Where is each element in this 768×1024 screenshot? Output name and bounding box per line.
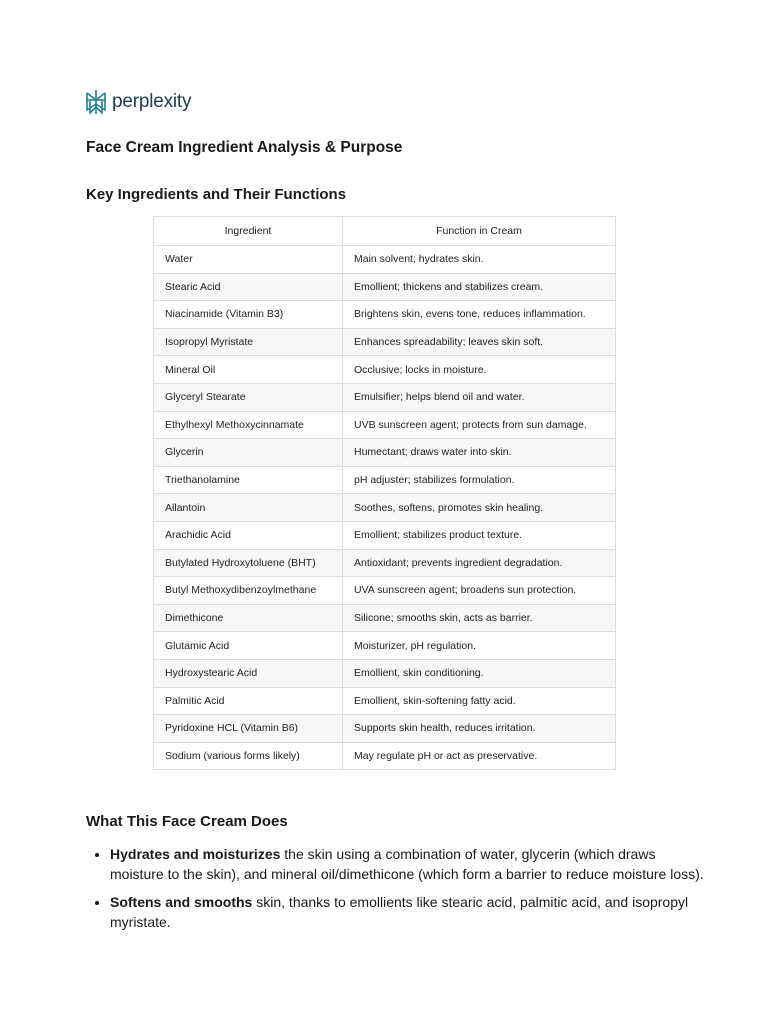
function-cell: May regulate pH or act as preservative. <box>343 742 616 770</box>
function-cell: Enhances spreadability; leaves skin soft. <box>343 328 616 356</box>
table-row <box>154 356 616 384</box>
ingredient-cell: Glyceryl Stearate <box>154 383 343 411</box>
bullet-text: the skin using a combination of water, glycerin (which draws moisture to the skin), and mineral oil/dimethicone (which form a barrier to reduce moisture loss). <box>110 846 704 882</box>
ingredient-cell: Butyl Methoxydibenzoylmethane <box>154 577 343 605</box>
table-row <box>154 439 616 467</box>
section-heading-ingredients: Key Ingredients and Their Functions <box>86 186 347 203</box>
page-title: Face Cream Ingredient Analysis & Purpose <box>86 139 403 156</box>
list-item <box>110 892 710 932</box>
ingredient-cell: Butylated Hydroxytoluene (BHT) <box>154 549 343 577</box>
function-cell: Antioxidant; prevents ingredient degradation. <box>343 549 616 577</box>
ingredient-cell: Mineral Oil <box>154 356 343 384</box>
function-cell: Emollient, skin-softening fatty acid. <box>343 687 616 715</box>
table-row <box>154 246 616 274</box>
function-cell: Moisturizer, pH regulation. <box>343 632 616 660</box>
ingredients-table <box>153 216 616 770</box>
function-cell: Emulsifier; helps blend oil and water. <box>343 383 616 411</box>
column-header-function: Function in Cream <box>343 217 616 246</box>
table-row <box>154 466 616 494</box>
table-row <box>154 742 616 770</box>
ingredient-cell: Palmitic Acid <box>154 687 343 715</box>
table-row <box>154 659 616 687</box>
section-heading-what-it-does: What This Face Cream Does <box>86 813 288 830</box>
ingredient-cell: Pyridoxine HCL (Vitamin B6) <box>154 715 343 743</box>
table-row <box>154 604 616 632</box>
ingredient-cell: Water <box>154 246 343 274</box>
table-row <box>154 715 616 743</box>
table-row <box>154 687 616 715</box>
brand-name: perplexity <box>112 91 192 112</box>
bullet-text: skin, thanks to emollients like stearic acid, palmitic acid, and isopropyl myristate. <box>110 894 689 930</box>
ingredient-cell: Glutamic Acid <box>154 632 343 660</box>
table-header-row <box>154 217 616 246</box>
function-cell: UVB sunscreen agent; protects from sun damage. <box>343 411 616 439</box>
ingredient-cell: Ethylhexyl Methoxycinnamate <box>154 411 343 439</box>
table-row <box>154 411 616 439</box>
ingredient-cell: Hydroxystearic Acid <box>154 659 343 687</box>
table-row <box>154 494 616 522</box>
table-row <box>154 632 616 660</box>
function-cell: Silicone; smooths skin, acts as barrier. <box>343 604 616 632</box>
table-row <box>154 577 616 605</box>
benefits-list <box>86 844 710 940</box>
ingredient-cell: Sodium (various forms likely) <box>154 742 343 770</box>
function-cell: Main solvent; hydrates skin. <box>343 246 616 274</box>
ingredient-cell: Niacinamide (Vitamin B3) <box>154 301 343 329</box>
table-row <box>154 273 616 301</box>
bullet-bold-lead: Softens and smooths <box>110 894 253 910</box>
ingredient-cell: Glycerin <box>154 439 343 467</box>
ingredient-cell: Isopropyl Myristate <box>154 328 343 356</box>
table-body <box>154 246 616 770</box>
ingredient-cell: Dimethicone <box>154 604 343 632</box>
function-cell: Emollient; thickens and stabilizes cream. <box>343 273 616 301</box>
perplexity-logo-icon <box>85 89 107 115</box>
function-cell: Soothes, softens, promotes skin healing. <box>343 494 616 522</box>
table-row <box>154 549 616 577</box>
bullet-bold-lead: Hydrates and moisturizes <box>110 846 281 862</box>
ingredient-cell: Allantoin <box>154 494 343 522</box>
ingredient-cell: Arachidic Acid <box>154 521 343 549</box>
function-cell: UVA sunscreen agent; broadens sun protection. <box>343 577 616 605</box>
function-cell: Brightens skin, evens tone, reduces inflammation. <box>343 301 616 329</box>
function-cell: pH adjuster; stabilizes formulation. <box>343 466 616 494</box>
function-cell: Emollient; stabilizes product texture. <box>343 521 616 549</box>
function-cell: Humectant; draws water into skin. <box>343 439 616 467</box>
table-row <box>154 328 616 356</box>
table-row <box>154 301 616 329</box>
function-cell: Emollient, skin conditioning. <box>343 659 616 687</box>
function-cell: Occlusive; locks in moisture. <box>343 356 616 384</box>
ingredient-cell: Triethanolamine <box>154 466 343 494</box>
function-cell: Supports skin health, reduces irritation. <box>343 715 616 743</box>
brand-logo <box>85 89 191 115</box>
ingredient-cell: Stearic Acid <box>154 273 343 301</box>
list-item <box>110 844 710 884</box>
column-header-ingredient: Ingredient <box>154 217 343 246</box>
table-row <box>154 383 616 411</box>
table-row <box>154 521 616 549</box>
